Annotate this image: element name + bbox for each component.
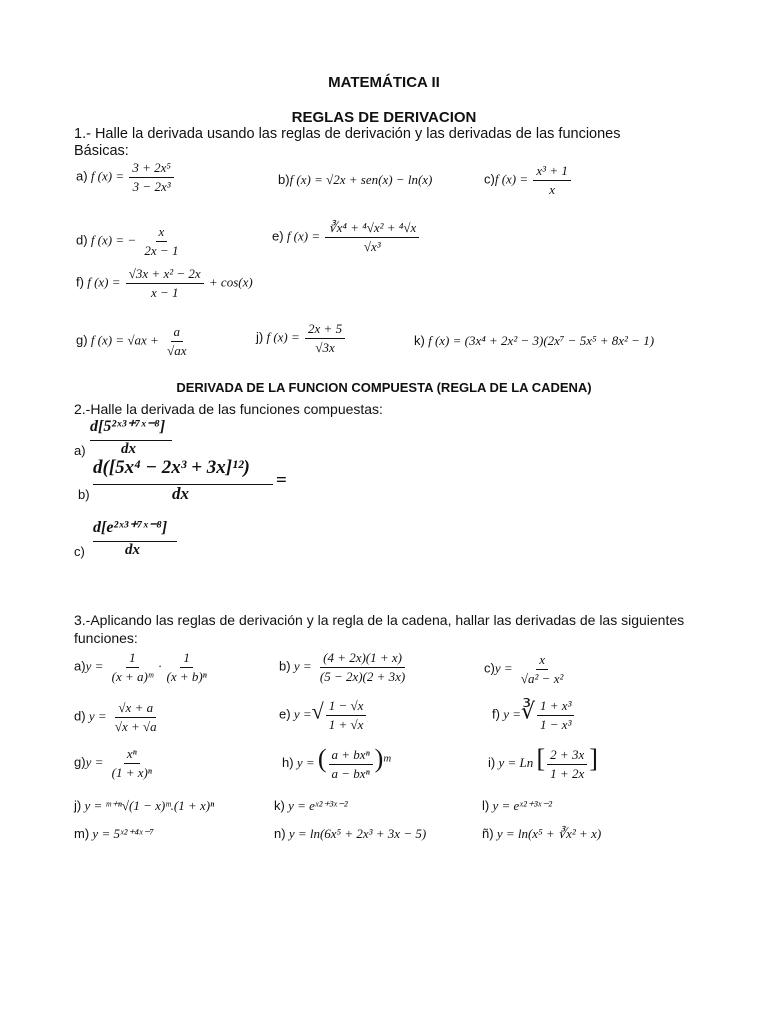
exercise-3f: f) y =∛ $\frac{\text{1 + x³}}{\text{1 − x³}}$ [492,698,576,733]
exercise-1b: b)f (x) = √2x + sen(x) − ln(x) [278,172,433,187]
exercise-3a: a)y = $\frac{1}{\text{(x + a)ᵐ}}$ · $\frac{1}{\text{(x + b)ⁿ}}$ [74,650,207,684]
exercise-2c-label: c) [74,544,85,559]
exercise-3h: h) y = ( $\frac{\text{a + bxⁿ}}{\text{a − bxⁿ}}$ )$^m$ [282,744,392,781]
exercise-1a: a) f (x) = $\frac{\text{3 + 2x⁵}}{\text{3 − 2x³}}$ [76,160,176,195]
exercise-3b: b) y = $\frac{(4 + 2x)(1 + x)}{(5 - 2x)(2 + 3x)}$ [279,650,406,684]
page-title: MATEMÁTICA II [328,74,440,91]
section2-heading: DERIVADA DE LA FUNCION COMPUESTA (REGLA DE LA CADENA) [176,380,592,395]
exercise-3c: c)y = $\frac{x}{\text{√a² − x²}}$ [484,652,564,686]
exercise-2a-denominator: dx [121,441,136,457]
section2-instruction: 2.-Halle la derivada de las funciones compuestas: [74,401,383,417]
exercise-2b-numerator: d([5x⁴ − 2x³ + 3x]¹²) [93,457,250,478]
exercise-3l: l) y = eˣ²⁺³ˣ⁻² [482,798,553,813]
exercise-2b-label: b) [78,487,90,502]
exercise-1d: d) f (x) = − $\frac{x}{2x - 1}$ [76,224,179,258]
exercise-3n: n) y = ln(6x⁵ + 2x³ + 3x − 5) [274,826,427,841]
section3-instruction-cont: funciones: [74,630,138,646]
exercise-3nn: ñ) y = ln(x⁵ + ∛x² + x) [482,826,602,841]
exercise-2a-numerator: d[5²ˣ³⁺⁷ˣ⁻⁸] [90,418,166,435]
exercise-3m: m) y = 5ˣ²⁺⁴ˣ⁻⁷ [74,826,154,841]
exercise-3d: d) y = $\frac{√x + a}{√x + √a}$ [74,700,157,734]
exercise-2c-denominator: dx [125,542,140,558]
exercise-2c-numerator: d[e²ˣ³⁺⁷ˣ⁻⁸] [93,519,168,536]
section1-heading: REGLAS DE DERIVACION [291,109,477,126]
exercise-3k: k) y = eˣ²⁺³ˣ⁻² [274,798,348,813]
exercise-1e: e) f (x) = $\frac{\text{∛x⁴ + ⁴√x² + ⁴√x}}{\text{√x³}}$ [272,220,421,255]
section1-instruction: 1.- Halle la derivada usando las reglas de derivación y las derivadas de las funciones [74,126,621,142]
exercise-2b-denominator: dx [172,484,189,503]
exercise-1c: c)f (x) = $\frac{\text{x³ + 1}}{x}$ [484,163,573,198]
exercise-1k: k) f (x) = (3x⁴ + 2x² − 3)(2x⁷ − 5x⁵ + 8x² − 1) [414,333,655,348]
exercise-3j: j) y = ᵐ⁺ⁿ√(1 − x)ᵐ.(1 + x)ⁿ [74,798,215,813]
section3-instruction: 3.-Aplicando las reglas de derivación y la regla de la cadena, hallar las derivadas de las siguientes [74,612,685,628]
exercise-1g: g) f (x) = √ax + $\frac{a}{√ax}$ [76,324,187,358]
equals-sign: = [276,470,287,491]
exercise-3i: i) y = Ln [ $\frac{2 + 3x}{1 + 2x}$ ] [488,744,598,781]
exercise-1f: f) f (x) = $\frac{\text{√3x + x² − 2x}}{x - 1}$ + cos(x) [76,266,253,300]
section1-instruction-cont: Básicas: [74,143,129,159]
exercise-3g: g)y = $\frac{\text{xⁿ}}{\text{(1 + x)ⁿ}}$ [74,746,152,780]
exercise-1j: j) f (x) = $\frac{2x + 5}{√3x}$ [256,321,347,356]
exercise-2a-label: a) [74,443,86,458]
exercise-3e: e) y =√ $\frac{1 - √x}{1 + √x}$ [279,698,368,733]
